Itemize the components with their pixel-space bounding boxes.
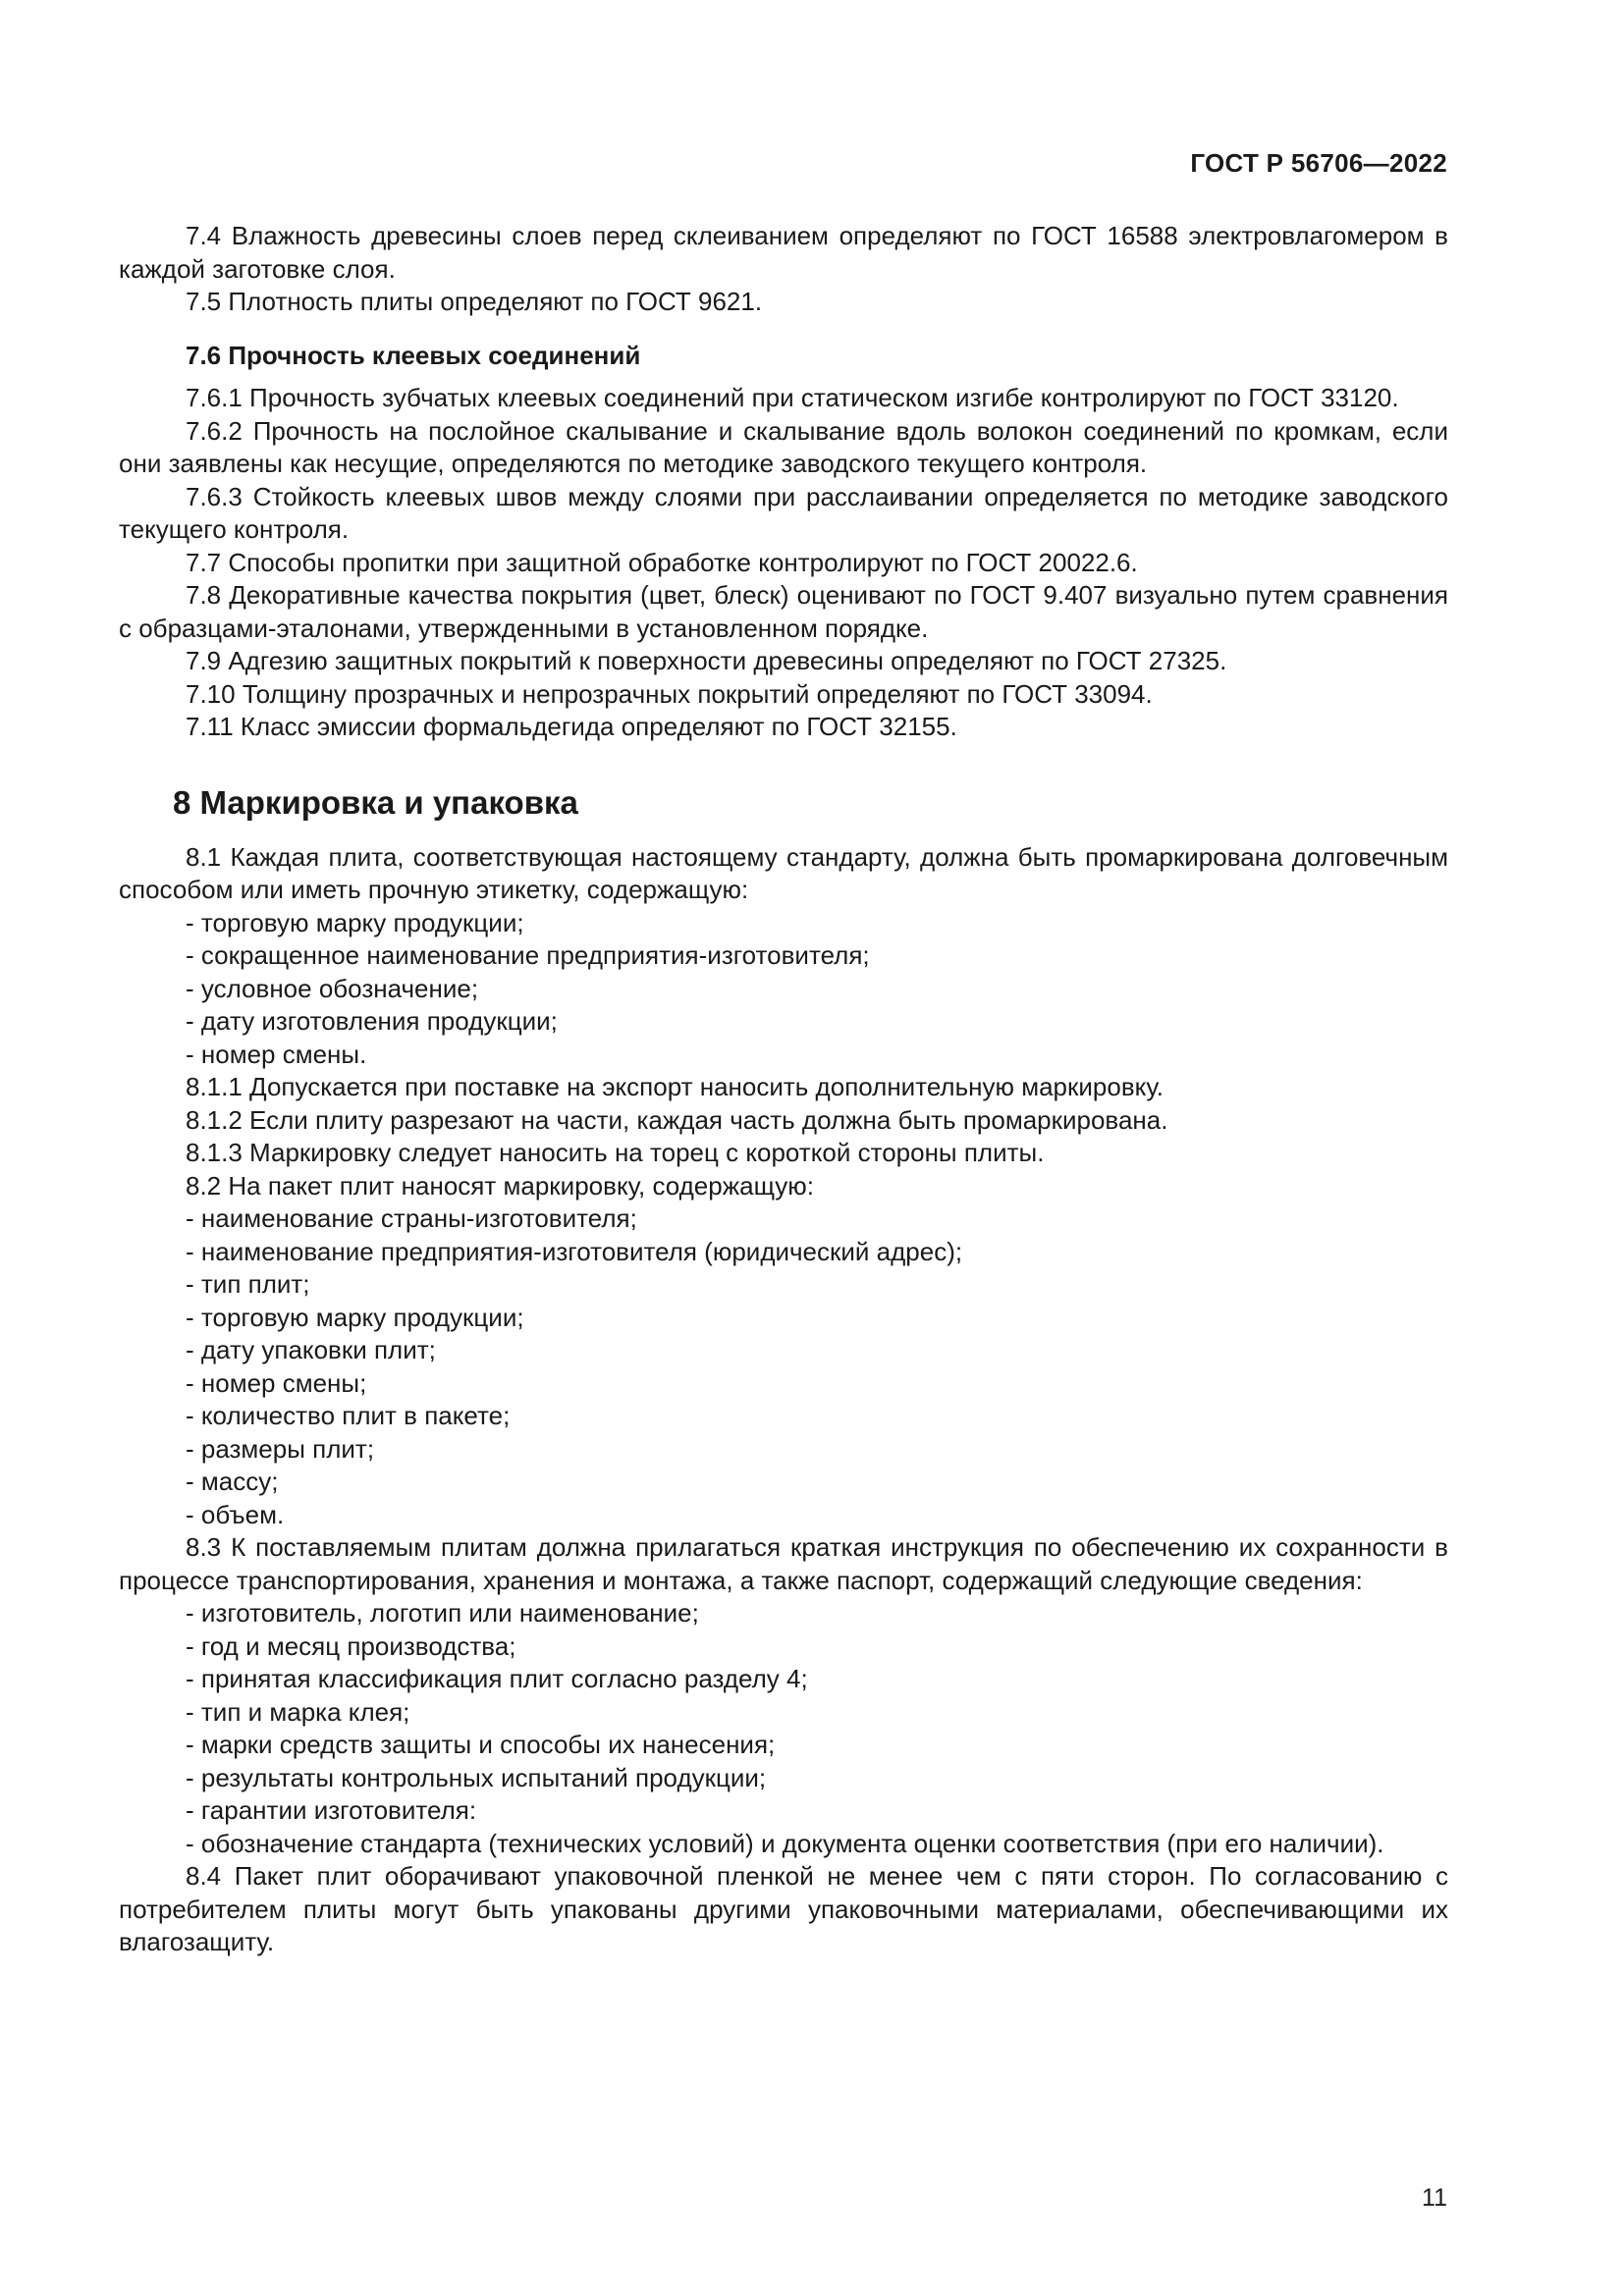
- list-item: - торговую марку продукции;: [186, 1302, 524, 1332]
- paragraph-7-4: 7.4 Влажность древесины слоев перед склеиванием определяют по ГОСТ 16588 электровлагомером в каждой заготовке слоя.: [119, 221, 1448, 284]
- list-item: - гарантии изготовителя:: [186, 1795, 477, 1825]
- list-item: - объем.: [186, 1499, 285, 1529]
- list-item: - обозначение стандарта (технических условий) и документа оценки соответствия (при его наличии).: [186, 1828, 1384, 1858]
- paragraph-8-3: 8.3 К поставляемым плитам должна прилагаться краткая инструкция по обеспечению их сохранности в процессе транспортирования, хранения и монтажа, а также паспорт, содержащий следующие сведения:: [119, 1532, 1448, 1595]
- paragraph-8-4: 8.4 Пакет плит оборачивают упаковочной пленкой не менее чем с пяти сторон. По согласованию с потребителем плиты могут быть упакованы другими упаковочными материалами, обеспечивающими их влагозащиту.: [119, 1861, 1448, 1956]
- list-item: - дату упаковки плит;: [186, 1335, 436, 1364]
- list-item: - сокращенное наименование предприятия-изготовителя;: [186, 940, 870, 970]
- paragraph-7-5: 7.5 Плотность плиты определяют по ГОСТ 9621.: [186, 287, 763, 316]
- document-body: [119, 220, 1448, 1959]
- paragraph-7-9: 7.9 Адгезию защитных покрытий к поверхности древесины определяют по ГОСТ 27325.: [186, 646, 1227, 675]
- list-item: - результаты контрольных испытаний продукции;: [186, 1762, 767, 1792]
- list-item: - марки средств защиты и способы их нанесения;: [186, 1730, 776, 1759]
- paragraph-7-7: 7.7 Способы пропитки при защитной обработке контролируют по ГОСТ 20022.6.: [186, 547, 1138, 577]
- list-item: - тип плит;: [186, 1269, 310, 1299]
- list-item: - дату изготовления продукции;: [186, 1006, 558, 1036]
- paragraph-7-11: 7.11 Класс эмиссии формальдегида определяют по ГОСТ 32155.: [186, 712, 957, 741]
- paragraph-8-1-3: 8.1.3 Маркировку следует наносить на торец с короткой стороны плиты.: [186, 1138, 1045, 1167]
- list-item: - номер смены.: [186, 1039, 367, 1069]
- list-item: - количество плит в пакете;: [186, 1401, 511, 1430]
- paragraph-7-6-1: 7.6.1 Прочность зубчатых клеевых соединений при статическом изгибе контролируют по ГОСТ 33120.: [186, 383, 1399, 412]
- list-item: - тип и марка клея;: [186, 1696, 410, 1727]
- paragraph-8-1-1: 8.1.1 Допускается при поставке на экспорт наносить дополнительную маркировку.: [186, 1072, 1164, 1101]
- list-item: - условное обозначение;: [186, 973, 479, 1003]
- list-item: - принятая классификация плит согласно разделу 4;: [186, 1664, 808, 1693]
- subsection-heading-7-6: 7.6 Прочность клеевых соединений: [186, 340, 641, 370]
- paragraph-8-1: 8.1 Каждая плита, соответствующая настоящему стандарту, должна быть промаркирована долговечным способом или иметь прочную этикетку, содержащую:: [119, 841, 1448, 904]
- document-header: ГОСТ Р 56706—2022: [1190, 148, 1447, 178]
- page-number: 11: [1422, 2184, 1447, 2212]
- section-heading-8: 8 Маркировка и упаковка: [173, 783, 578, 821]
- paragraph-8-1-2: 8.1.2 Если плиту разрезают на части, каждая часть должна быть промаркирована.: [186, 1104, 1168, 1135]
- list-item: - номер смены;: [186, 1367, 367, 1398]
- list-item: - изготовитель, логотип или наименование;: [186, 1598, 699, 1628]
- list-item: - размеры плит;: [186, 1433, 375, 1464]
- paragraph-7-6-3: 7.6.3 Стойкость клеевых швов между слоями при расслаивании определяется по методике заводского текущего контроля.: [119, 481, 1448, 544]
- list-item: - торговую марку продукции;: [186, 907, 524, 937]
- list-item: - массу;: [186, 1467, 279, 1496]
- paragraph-7-8: 7.8 Декоративные качества покрытия (цвет, блеск) оценивают по ГОСТ 9.407 визуально путем сравнения с образцами-эталонами, утвержденными в установленном порядке.: [119, 580, 1448, 643]
- list-item: - наименование страны-изготовителя;: [186, 1203, 637, 1233]
- list-item: - наименование предприятия-изготовителя (юридический адрес);: [186, 1236, 963, 1266]
- paragraph-7-6-2: 7.6.2 Прочность на послойное скалывание и скалывание вдоль волокон соединений по кромкам, если они заявлены как несущие, определяются по методике заводского текущего контроля.: [119, 415, 1448, 478]
- paragraph-7-10: 7.10 Толщину прозрачных и непрозрачных покрытий определяют по ГОСТ 33094.: [186, 678, 1153, 709]
- list-item: - год и месяц производства;: [186, 1630, 516, 1661]
- paragraph-8-2: 8.2 На пакет плит наносят маркировку, содержащую:: [186, 1170, 814, 1201]
